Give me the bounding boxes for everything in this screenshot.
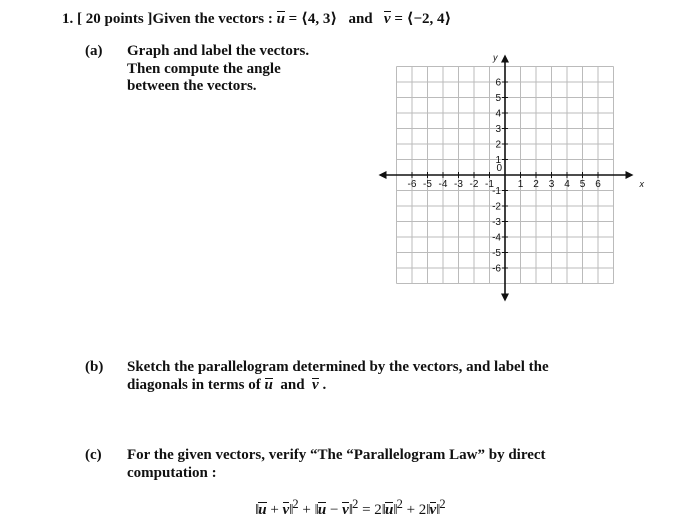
problem-number: 1. xyxy=(62,11,74,27)
formula-plus: + xyxy=(270,502,279,518)
y-tick-label: -2 xyxy=(492,201,501,213)
part-b-period: . xyxy=(322,376,327,393)
part-b-text xyxy=(127,359,549,394)
part-b-line-2 xyxy=(127,377,549,395)
formula-u: u xyxy=(258,502,267,518)
vector-u-value: ⟨4, 3⟩ xyxy=(300,11,338,27)
part-b-line-1: Sketch the parallelogram determined by the vectors, and label the xyxy=(127,359,549,375)
x-tick-label: 3 xyxy=(548,179,555,190)
y-tick-label: -1 xyxy=(492,186,501,197)
y-tick-label: 2 xyxy=(495,139,501,151)
formula-two-2: 2 xyxy=(418,502,427,518)
x-axis-label: x xyxy=(639,179,644,189)
part-b-u-symbol: u xyxy=(264,376,273,393)
x-tick-label: 4 xyxy=(564,179,570,190)
formula-plus-2: + xyxy=(302,502,311,518)
conjunction-and: and xyxy=(348,11,373,27)
part-a-line-1: Graph and label the vectors. xyxy=(127,43,310,59)
x-tick-label: 5 xyxy=(579,179,586,190)
formula-sq-4: 2 xyxy=(439,497,446,511)
y-tick-label: 5 xyxy=(495,93,501,104)
part-b-line-2-prefix: diagonals in terms of xyxy=(127,376,261,393)
y-tick-label: -6 xyxy=(492,263,501,275)
part-c-text xyxy=(127,447,546,482)
part-c-line-2: computation : xyxy=(127,464,217,481)
vector-v-value: ⟨−2, 4⟩ xyxy=(406,11,452,27)
vector-u-symbol: u xyxy=(276,11,285,27)
parallelogram-law-formula: ‖u + v‖$^2$ + ‖u − v‖$^2$ = 2‖u‖$^2$ + 2‖v‖$^2$ xyxy=(255,497,446,518)
formula-minus: − xyxy=(329,502,339,518)
y-tick-label: -5 xyxy=(492,248,501,259)
y-axis-label: y xyxy=(493,52,498,63)
x-axis-arrow-left xyxy=(379,171,387,179)
x-tick-label: -5 xyxy=(423,179,432,190)
part-a-label: (a) xyxy=(85,43,103,59)
y-tick-label: 4 xyxy=(495,108,501,120)
formula-sq-3: 2 xyxy=(396,497,403,511)
equals-sign-v: = xyxy=(390,11,407,27)
problem-points: [ 20 points ] xyxy=(77,11,153,27)
x-tick-label: -2 xyxy=(469,179,479,190)
x-tick-label: -6 xyxy=(407,179,417,190)
formula-equals: = xyxy=(362,502,371,518)
equals-sign: = xyxy=(284,11,301,27)
axes xyxy=(379,52,634,302)
x-tick-label: 1 xyxy=(517,179,524,190)
y-tick-label: 3 xyxy=(495,124,501,135)
part-c-line-1: For the given vectors, verify “The “Parallelogram Law” by direct xyxy=(127,447,546,463)
x-tick-label: -1 xyxy=(485,179,494,190)
part-a-text xyxy=(127,43,309,96)
y-tick-label: 6 xyxy=(495,77,501,89)
x-tick-label: -4 xyxy=(438,179,448,190)
formula-u-2: u xyxy=(317,502,327,518)
formula-u-3: u xyxy=(385,502,394,518)
x-tick-label: -3 xyxy=(454,179,463,190)
y-tick-label: -4 xyxy=(492,232,501,244)
part-a-line-2: Then compute the angle xyxy=(127,60,281,77)
part-a-line-3: between the vectors. xyxy=(127,78,257,94)
y-axis-arrow-down xyxy=(501,294,509,302)
problem-lead: Given the vectors : xyxy=(152,11,273,27)
x-tick-label: 2 xyxy=(533,179,539,190)
formula-plus-3: + xyxy=(406,502,416,518)
x-axis-arrow-right xyxy=(626,171,634,179)
y-axis-arrow-up xyxy=(501,55,509,63)
y-tick-label: -3 xyxy=(492,217,501,228)
origin-label: 0 xyxy=(496,163,502,174)
part-c-label: (c) xyxy=(85,447,102,463)
formula-v-2: v xyxy=(342,502,349,518)
formula-v-3: v xyxy=(429,502,437,518)
coordinate-grid xyxy=(370,42,644,310)
part-b-v-symbol: v xyxy=(312,376,319,393)
y-tick-label: 1 xyxy=(495,155,501,166)
part-b-label: (b) xyxy=(85,359,104,375)
x-tick-label: 6 xyxy=(595,179,601,190)
formula-sq-2: 2 xyxy=(352,497,359,511)
vector-v-symbol: v xyxy=(383,11,391,27)
formula-sq-1: 2 xyxy=(292,497,299,511)
problem-header xyxy=(62,9,451,28)
formula-v: v xyxy=(282,502,290,518)
part-b-and: and xyxy=(280,376,305,393)
formula-two-1: 2 xyxy=(374,502,382,518)
